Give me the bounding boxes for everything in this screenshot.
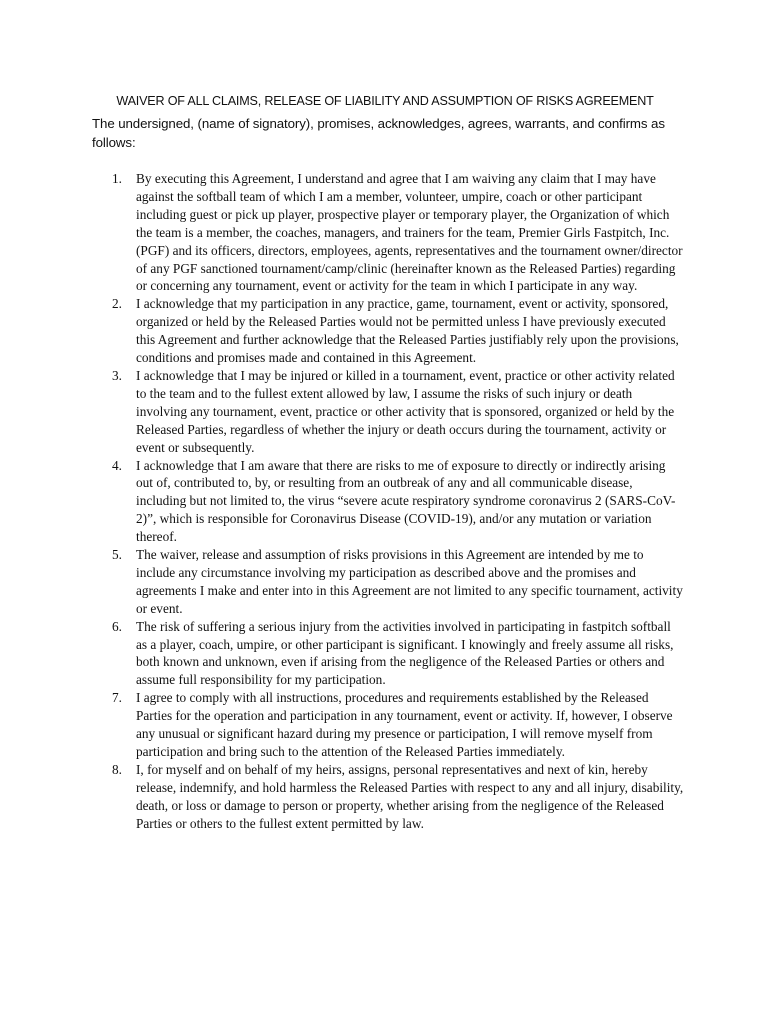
clause-text: The waiver, release and assumption of risks provisions in this Agreement are intended by me to include any circumstance involving my participation as described above and the promises and agreements I make and enter into in this Agreement are not limited to any specific tournament, activity or event.: [136, 547, 683, 616]
clause-number: 7.: [112, 690, 122, 706]
clause-text: The risk of suffering a serious injury from the activities involved in participating in fastpitch softball as a player, coach, umpire, or other participant is significant. I knowingly and freely assume all risks, both known and unknown, even if arising from the negligence of the Released Parties or others and assume full responsibility for my participation.: [136, 618, 674, 688]
clause-number: 1.: [112, 171, 122, 186]
clause-item: [112, 367, 684, 457]
clause-text: I, for myself and on behalf of my heirs, assigns, personal representatives and next of kin, hereby release, indemnify, and hold harmless the Released Parties with respect to any and all injury, disability, death, or loss or damage to person or property, whether arising from the negligence of the Released Parties or others to the fullest extent permitted by law.: [136, 761, 684, 831]
clause-number: 5.: [112, 547, 122, 563]
clause-text: I acknowledge that I am aware that there are risks to me of exposure to directly or indirectly arising out of, contributed to, by, or resulting from an outbreak of any and all communicable disease, including but not limited to, the virus “severe acute respiratory syndrome coronavirus 2 (SARS-CoV-2)”, which is responsible for Coronavirus Disease (COVID-19), and/or any mutation or variation thereof.: [136, 457, 676, 545]
clause-item: [112, 618, 684, 690]
clause-number: 8.: [112, 761, 122, 777]
clause-text: I acknowledge that I may be injured or killed in a tournament, event, practice or other activity related to the team and to the fullest extent allowed by law, I assume the risks of such injury or death involving any tournament, event, practice or other activity that is sponsored, organized or held by the Released Parties, regardless of whether the injury or death occurs during the tournament, activity or event or subsequently.: [136, 367, 675, 455]
intro-paragraph: The undersigned, (name of signatory), promises, acknowledges, agrees, warrants, and confirms as follows:: [92, 116, 665, 150]
clause-text: I acknowledge that my participation in any practice, game, tournament, event or activity, sponsored, organized or held by the Released Parties would not be permitted unless I have previously executed this Agreement and further acknowledge that the Released Parties justifiably rely upon the provisions, conditions and promises made and contained in this Agreement.: [136, 296, 679, 366]
clause-item: [112, 457, 684, 547]
clause-text: I agree to comply with all instructions, procedures and requirements established by the Released Parties for the operation and participation in any tournament, event or activity. If, however, I observe any unusual or significant hazard during my presence or participation, I will remove myself from participation and bring such to the attention of the Released Parties immediately.: [136, 690, 673, 759]
clause-item: [112, 689, 684, 761]
clause-number: 6.: [112, 618, 122, 634]
clause-item: [112, 761, 684, 833]
clause-item: [112, 170, 684, 295]
clause-item: [112, 546, 684, 618]
document-title: WAIVER OF ALL CLAIMS, RELEASE OF LIABILITY AND ASSUMPTION OF RISKS AGREEMENT: [116, 94, 654, 108]
clause-number: 4.: [112, 457, 122, 473]
clause-item: [112, 295, 684, 367]
clause-number: 2.: [112, 296, 122, 312]
clause-list: [112, 170, 684, 833]
clause-text: By executing this Agreement, I understand and agree that I am waiving any claim that I may have against the softball team of which I am a member, volunteer, umpire, coach or other participant including guest or pick up player, prospective player or temporary player, the Organization of which the team is a member, the coaches, managers, and trainers for the team, Premier Girls Fastpitch, Inc. (PGF) and its officers, directors, employees, agents, representatives and the tournament owner/director of any PGF sanctioned tournament/camp/clinic (hereinafter known as the Released Parties) regarding or concerning any tournament, event or activity for the team in which I participate in any way.: [136, 171, 683, 294]
clause-number: 3.: [112, 367, 122, 383]
